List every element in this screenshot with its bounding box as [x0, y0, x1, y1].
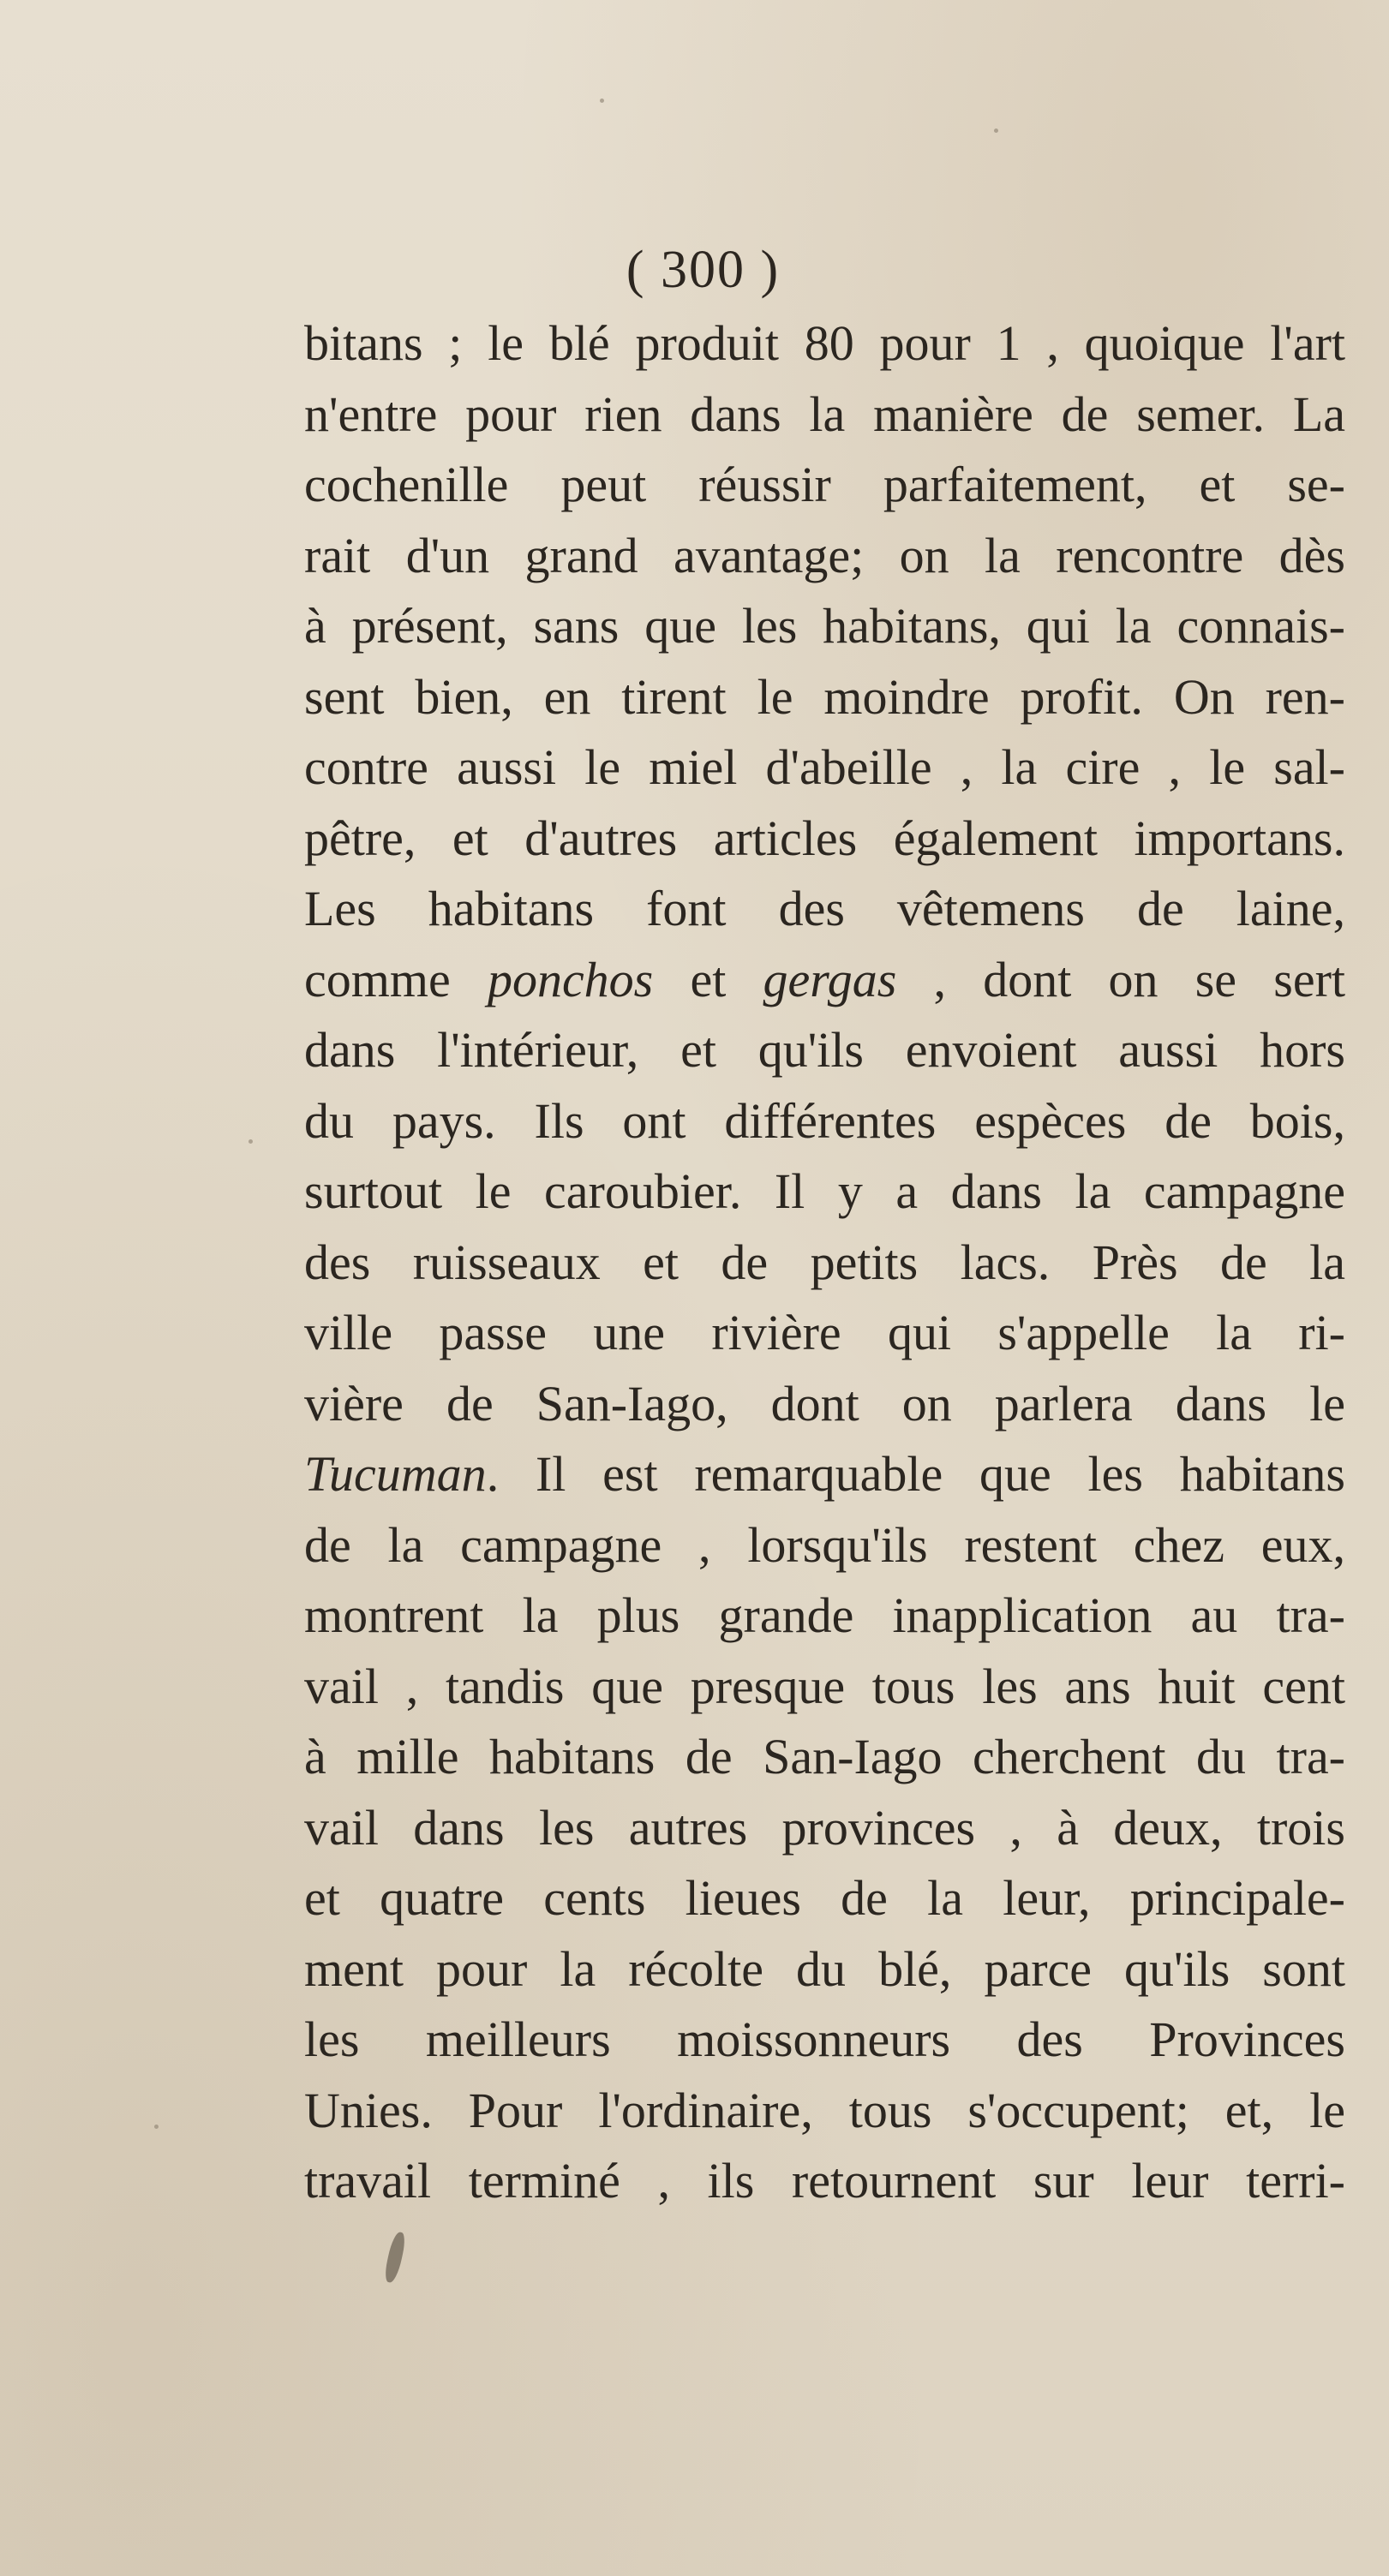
text-segment: rait d'un grand avantage; on la rencontre dès: [304, 527, 1345, 583]
text-line: [304, 1228, 1345, 1299]
text-segment: les meilleurs moissonneurs des Provinces: [304, 2011, 1345, 2067]
text-line: [304, 1934, 1345, 2005]
text-segment: Unies. Pour l'ordinaire, tous s'occupent; et, le: [304, 2082, 1345, 2138]
text-segment: vail dans les autres provinces , à deux, trois: [304, 1799, 1345, 1856]
text-line: [304, 2076, 1345, 2147]
text-line: [304, 1369, 1345, 1440]
paper-speck: [248, 1139, 253, 1144]
paper-speck: [994, 129, 998, 133]
text-segment: bitans ; le blé produit 80 pour 1 , quoique l'art: [304, 315, 1345, 371]
text-segment: . Il est remarquable que les habitans: [486, 1446, 1345, 1502]
page-number: ( 300 ): [626, 241, 781, 299]
italic-text: gergas: [763, 951, 897, 1007]
text-line: [304, 1652, 1345, 1723]
text-line: [304, 2005, 1345, 2076]
italic-text: ponchos: [487, 951, 654, 1007]
body-text: [304, 308, 1345, 2217]
text-segment: vail , tandis que presque tous les ans huit cent: [304, 1658, 1345, 1714]
text-line: [304, 1298, 1345, 1369]
text-segment: de la campagne , lorsqu'ils restent chez eux,: [304, 1516, 1345, 1573]
text-segment: cochenille peut réussir parfaitement, et se-: [304, 457, 1345, 512]
text-line: [304, 662, 1345, 733]
text-line: [304, 2146, 1345, 2217]
text-segment: des ruisseaux et de petits lacs. Près de la: [304, 1234, 1345, 1290]
text-segment: dans l'intérieur, et qu'ils envoient aussi hors: [304, 1022, 1345, 1078]
text-segment: à mille habitans de San-Iago cherchent du tra-: [304, 1729, 1345, 1784]
text-line: [304, 1439, 1345, 1510]
text-line: [304, 591, 1345, 662]
ink-smudge: [383, 2231, 407, 2284]
text-segment: comme: [304, 951, 488, 1007]
text-line: [304, 1722, 1345, 1793]
text-line: [304, 380, 1345, 451]
text-line: [304, 308, 1345, 380]
text-segment: vière de San-Iago, dont on parlera dans le: [304, 1375, 1345, 1431]
text-line: [304, 1863, 1345, 1934]
paper-speck: [600, 99, 604, 103]
text-segment: contre aussi le miel d'abeille , la cire , le sal-: [304, 739, 1345, 795]
text-line: [304, 945, 1345, 1016]
text-segment: ville passe une rivière qui s'appelle la ri-: [304, 1305, 1345, 1360]
text-segment: montrent la plus grande inapplication au tra-: [304, 1587, 1345, 1643]
text-line: [304, 1157, 1345, 1228]
text-segment: surtout le caroubier. Il y a dans la campagne: [304, 1163, 1345, 1219]
text-line: [304, 1086, 1345, 1157]
text-segment: sent bien, en tirent le moindre profit. On ren-: [304, 668, 1345, 725]
text-segment: travail terminé , ils retournent sur leur terri-: [304, 2153, 1345, 2208]
text-line: [304, 521, 1345, 592]
text-line: [304, 1510, 1345, 1581]
text-line: [304, 732, 1345, 804]
text-line: [304, 1581, 1345, 1652]
text-segment: ment pour la récolte du blé, parce qu'ils sont: [304, 1940, 1345, 1997]
text-segment: , dont on se sert: [896, 951, 1346, 1007]
text-line: [304, 1793, 1345, 1864]
page-number-header: [0, 240, 1389, 301]
text-segment: et quatre cents lieues de la leur, principale-: [304, 1870, 1345, 1926]
paper-speck: [154, 2125, 159, 2129]
text-line: [304, 1015, 1345, 1086]
text-segment: à présent, sans que les habitans, qui la connais-: [304, 598, 1345, 654]
text-segment: et: [653, 951, 763, 1007]
text-segment: n'entre pour rien dans la manière de semer. La: [304, 386, 1345, 442]
text-line: [304, 804, 1345, 875]
text-line: [304, 450, 1345, 521]
text-line: [304, 874, 1345, 945]
text-segment: Les habitans font des vêtemens de laine,: [304, 881, 1345, 936]
text-segment: pêtre, et d'autres articles également importans.: [304, 810, 1345, 866]
italic-text: Tucuman: [304, 1446, 487, 1502]
text-segment: du pays. Ils ont différentes espèces de bois,: [304, 1092, 1345, 1149]
